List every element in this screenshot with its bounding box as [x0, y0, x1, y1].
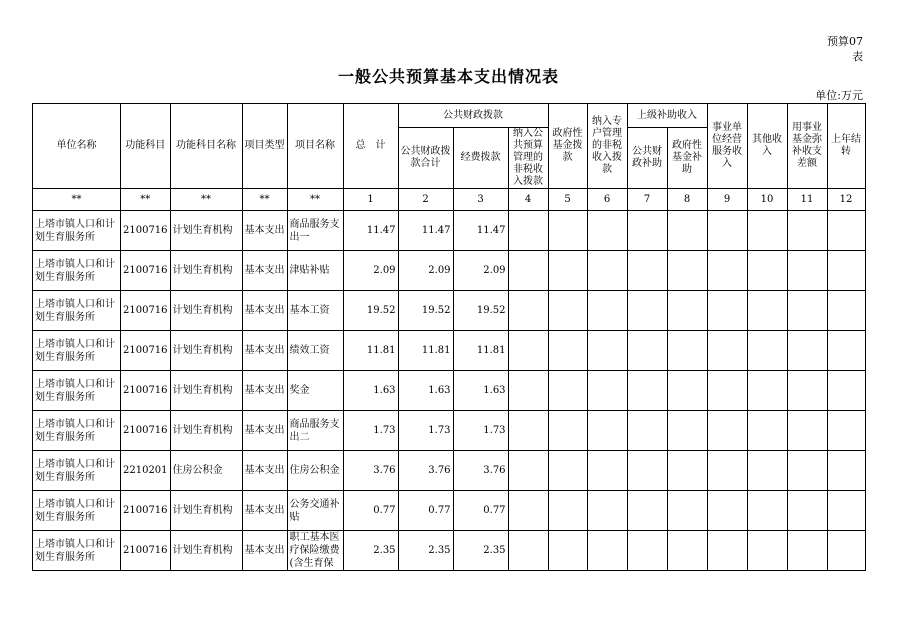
- empty-cell: [587, 531, 627, 571]
- funding-cell: 0.77: [453, 491, 508, 531]
- empty-cell: [667, 251, 707, 291]
- empty-cell: [508, 411, 548, 451]
- empty-cell: [747, 491, 787, 531]
- table-row: [33, 211, 866, 251]
- empty-cell: [627, 211, 667, 251]
- empty-cell: [627, 531, 667, 571]
- empty-cell: [667, 411, 707, 451]
- header-upper-public: 公共财政补助: [627, 128, 667, 189]
- unit-label: 单位:万元: [815, 89, 863, 102]
- table-row: [33, 371, 866, 411]
- empty-cell: [587, 411, 627, 451]
- func-code-cell: 2100716: [121, 491, 171, 531]
- func-name-cell: 计划生育机构: [170, 371, 242, 411]
- func-code-cell: 2100716: [121, 211, 171, 251]
- empty-cell: [827, 211, 865, 251]
- empty-cell: [508, 331, 548, 371]
- func-name-cell: 计划生育机构: [170, 251, 242, 291]
- empty-cell: [548, 411, 587, 451]
- func-name-cell: 计划生育机构: [170, 491, 242, 531]
- project-name-cell: 绩效工资: [287, 331, 343, 371]
- index-cell: 10: [747, 189, 787, 211]
- index-cell: 1: [343, 189, 398, 211]
- total-cell: 3.76: [343, 451, 398, 491]
- empty-cell: [747, 291, 787, 331]
- empty-cell: [548, 371, 587, 411]
- empty-cell: [707, 411, 747, 451]
- empty-cell: [548, 251, 587, 291]
- empty-cell: [787, 451, 827, 491]
- empty-cell: [747, 411, 787, 451]
- project-name-cell: 公务交通补贴: [287, 491, 343, 531]
- table-row: [33, 411, 866, 451]
- index-cell: 4: [508, 189, 548, 211]
- index-cell: 11: [787, 189, 827, 211]
- header-upper-gov-fund: 政府性基金补助: [667, 128, 707, 189]
- empty-cell: [627, 411, 667, 451]
- index-cell: 6: [587, 189, 627, 211]
- header-func-name: 功能科目名称: [170, 104, 242, 189]
- project-name-cell: 职工基本医疗保险缴费(含生育保: [287, 531, 343, 571]
- empty-cell: [747, 251, 787, 291]
- unit-name-cell: 上塔市镇人口和计划生育服务所: [33, 291, 121, 331]
- func-name-cell: 计划生育机构: [170, 291, 242, 331]
- index-cell: 2: [398, 189, 453, 211]
- unit-name-cell: 上塔市镇人口和计划生育服务所: [33, 211, 121, 251]
- func-code-cell: 2210201: [121, 451, 171, 491]
- empty-cell: [508, 211, 548, 251]
- index-cell: **: [33, 189, 121, 211]
- empty-cell: [587, 371, 627, 411]
- total-cell: 2.35: [343, 531, 398, 571]
- form-code: [827, 34, 863, 64]
- empty-cell: [787, 211, 827, 251]
- project-name-cell: 津贴补贴: [287, 251, 343, 291]
- project-type-cell: 基本支出: [242, 291, 287, 331]
- empty-cell: [827, 531, 865, 571]
- header-other-income: 其他收入: [747, 104, 787, 189]
- public-finance-total-cell: 0.77: [398, 491, 453, 531]
- public-finance-total-cell: 2.35: [398, 531, 453, 571]
- func-name-cell: 计划生育机构: [170, 331, 242, 371]
- empty-cell: [667, 211, 707, 251]
- project-name-cell: 商品服务支出一: [287, 211, 343, 251]
- header-public-finance: 公共财政拨款: [398, 104, 548, 128]
- empty-cell: [587, 211, 627, 251]
- empty-cell: [787, 251, 827, 291]
- form-code-line-1: 预算07: [827, 35, 863, 48]
- funding-cell: 2.35: [453, 531, 508, 571]
- table-row: [33, 331, 866, 371]
- empty-cell: [587, 451, 627, 491]
- func-code-cell: 2100716: [121, 251, 171, 291]
- empty-cell: [787, 291, 827, 331]
- empty-cell: [667, 451, 707, 491]
- total-cell: 11.81: [343, 331, 398, 371]
- empty-cell: [747, 371, 787, 411]
- empty-cell: [667, 531, 707, 571]
- empty-cell: [667, 291, 707, 331]
- unit-name-cell: 上塔市镇人口和计划生育服务所: [33, 371, 121, 411]
- table-row: [33, 251, 866, 291]
- table-row: [33, 531, 866, 571]
- empty-cell: [587, 291, 627, 331]
- empty-cell: [827, 331, 865, 371]
- header-nontax-in-budget: 纳入公共预算管理的非税收入拨款: [508, 128, 548, 189]
- empty-cell: [667, 491, 707, 531]
- index-cell: 9: [707, 189, 747, 211]
- index-row: [33, 189, 866, 211]
- header-public-finance-total: 公共财政拨款合计: [398, 128, 453, 189]
- index-cell: 8: [667, 189, 707, 211]
- project-type-cell: 基本支出: [242, 251, 287, 291]
- empty-cell: [627, 491, 667, 531]
- empty-cell: [707, 251, 747, 291]
- funding-cell: 11.81: [453, 331, 508, 371]
- budget-table: [32, 103, 866, 571]
- empty-cell: [548, 331, 587, 371]
- empty-cell: [707, 451, 747, 491]
- project-type-cell: 基本支出: [242, 531, 287, 571]
- total-cell: 1.63: [343, 371, 398, 411]
- index-cell: **: [287, 189, 343, 211]
- empty-cell: [548, 451, 587, 491]
- empty-cell: [627, 451, 667, 491]
- project-name-cell: 住房公积金: [287, 451, 343, 491]
- empty-cell: [827, 491, 865, 531]
- unit-name-cell: 上塔市镇人口和计划生育服务所: [33, 331, 121, 371]
- project-type-cell: 基本支出: [242, 331, 287, 371]
- empty-cell: [508, 291, 548, 331]
- empty-cell: [508, 491, 548, 531]
- empty-cell: [508, 531, 548, 571]
- header-funding: 经费拨款: [453, 128, 508, 189]
- empty-cell: [707, 371, 747, 411]
- table-row: [33, 491, 866, 531]
- data-rows: [33, 211, 866, 571]
- func-code-cell: 2100716: [121, 371, 171, 411]
- total-cell: 2.09: [343, 251, 398, 291]
- empty-cell: [747, 331, 787, 371]
- func-name-cell: 住房公积金: [170, 451, 242, 491]
- empty-cell: [747, 531, 787, 571]
- public-finance-total-cell: 1.73: [398, 411, 453, 451]
- public-finance-total-cell: 3.76: [398, 451, 453, 491]
- empty-cell: [627, 331, 667, 371]
- func-code-cell: 2100716: [121, 411, 171, 451]
- empty-cell: [548, 291, 587, 331]
- empty-cell: [587, 331, 627, 371]
- empty-cell: [667, 371, 707, 411]
- empty-cell: [508, 371, 548, 411]
- empty-cell: [707, 491, 747, 531]
- empty-cell: [787, 331, 827, 371]
- header-project-name: 项目名称: [287, 104, 343, 189]
- total-cell: 19.52: [343, 291, 398, 331]
- project-type-cell: 基本支出: [242, 411, 287, 451]
- empty-cell: [787, 411, 827, 451]
- empty-cell: [587, 491, 627, 531]
- empty-cell: [548, 211, 587, 251]
- public-finance-total-cell: 1.63: [398, 371, 453, 411]
- empty-cell: [787, 491, 827, 531]
- empty-cell: [787, 531, 827, 571]
- empty-cell: [508, 451, 548, 491]
- public-finance-total-cell: 19.52: [398, 291, 453, 331]
- index-cell: **: [170, 189, 242, 211]
- project-type-cell: 基本支出: [242, 211, 287, 251]
- empty-cell: [827, 291, 865, 331]
- func-code-cell: 2100716: [121, 291, 171, 331]
- func-code-cell: 2100716: [121, 331, 171, 371]
- funding-cell: 1.63: [453, 371, 508, 411]
- project-type-cell: 基本支出: [242, 371, 287, 411]
- header-upper-subsidy: 上级补助收入: [627, 104, 707, 128]
- index-cell: 5: [548, 189, 587, 211]
- unit-name-cell: 上塔市镇人口和计划生育服务所: [33, 531, 121, 571]
- funding-cell: 2.09: [453, 251, 508, 291]
- public-finance-total-cell: 2.09: [398, 251, 453, 291]
- header-nontax-special: 纳入专户管理的非税收入拨款: [587, 104, 627, 189]
- funding-cell: 3.76: [453, 451, 508, 491]
- form-code-line-2: 表: [852, 50, 863, 63]
- empty-cell: [827, 371, 865, 411]
- project-type-cell: 基本支出: [242, 451, 287, 491]
- empty-cell: [667, 331, 707, 371]
- index-cell: 7: [627, 189, 667, 211]
- total-cell: 1.73: [343, 411, 398, 451]
- empty-cell: [627, 291, 667, 331]
- total-cell: 0.77: [343, 491, 398, 531]
- empty-cell: [707, 331, 747, 371]
- header-func-code: 功能科目: [121, 104, 171, 189]
- index-cell: 12: [827, 189, 865, 211]
- table-row: [33, 291, 866, 331]
- public-finance-total-cell: 11.47: [398, 211, 453, 251]
- func-name-cell: 计划生育机构: [170, 411, 242, 451]
- empty-cell: [707, 211, 747, 251]
- header-unit-name: 单位名称: [33, 104, 121, 189]
- table-row: [33, 451, 866, 491]
- empty-cell: [627, 371, 667, 411]
- unit-name-cell: 上塔市镇人口和计划生育服务所: [33, 491, 121, 531]
- funding-cell: 19.52: [453, 291, 508, 331]
- unit-name-cell: 上塔市镇人口和计划生育服务所: [33, 451, 121, 491]
- empty-cell: [827, 251, 865, 291]
- empty-cell: [787, 371, 827, 411]
- index-cell: **: [242, 189, 287, 211]
- empty-cell: [548, 491, 587, 531]
- header-total: 总 计: [343, 104, 398, 189]
- public-finance-total-cell: 11.81: [398, 331, 453, 371]
- project-type-cell: 基本支出: [242, 491, 287, 531]
- func-name-cell: 计划生育机构: [170, 211, 242, 251]
- unit-name-cell: 上塔市镇人口和计划生育服务所: [33, 251, 121, 291]
- index-cell: **: [121, 189, 171, 211]
- page-title: 一般公共预算基本支出情况表: [337, 67, 559, 86]
- header-gov-fund: 政府性基金拨款: [548, 104, 587, 189]
- empty-cell: [827, 451, 865, 491]
- funding-cell: 11.47: [453, 211, 508, 251]
- empty-cell: [707, 531, 747, 571]
- project-name-cell: 商品服务支出二: [287, 411, 343, 451]
- header-project-type: 项目类型: [242, 104, 287, 189]
- header-business-fund: 用事业基金弥补收支差额: [787, 104, 827, 189]
- index-cell: 3: [453, 189, 508, 211]
- func-name-cell: 计划生育机构: [170, 531, 242, 571]
- funding-cell: 1.73: [453, 411, 508, 451]
- func-code-cell: 2100716: [121, 531, 171, 571]
- project-name-cell: 奖金: [287, 371, 343, 411]
- total-cell: 11.47: [343, 211, 398, 251]
- empty-cell: [627, 251, 667, 291]
- unit-name-cell: 上塔市镇人口和计划生育服务所: [33, 411, 121, 451]
- empty-cell: [548, 531, 587, 571]
- empty-cell: [707, 291, 747, 331]
- header-business-income: 事业单位经营服务收入: [707, 104, 747, 189]
- project-name-cell: 基本工资: [287, 291, 343, 331]
- empty-cell: [508, 251, 548, 291]
- empty-cell: [747, 211, 787, 251]
- header-carryover: 上年结转: [827, 104, 865, 189]
- empty-cell: [827, 411, 865, 451]
- empty-cell: [587, 251, 627, 291]
- empty-cell: [747, 451, 787, 491]
